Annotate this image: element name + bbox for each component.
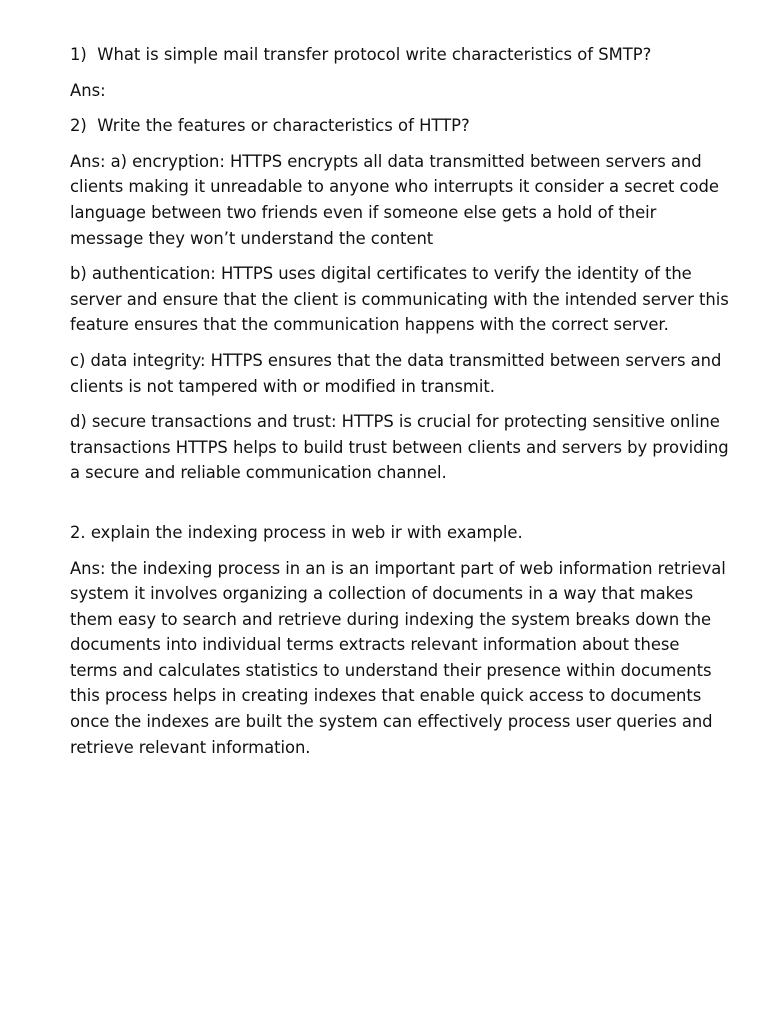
question-3: 2. explain the indexing process in web ir with example. <box>70 522 523 542</box>
answer-3-indexing: Ans: the indexing process in an is an important part of web information retrieval system it involves organizing a collection of documents in a way that makes them easy to search and retrieve during indexing the system breaks down the documents into individual terms extracts relevant information about these terms and calculates statistics to understand their presence within documents this process helps in creating indexes that enable quick access to documents once the indexes are built the system can effectively process user queries and retrieve relevant information. <box>70 558 726 757</box>
answer-2-data-integrity: c) data integrity: HTTPS ensures that the data transmitted between servers and clients is not tampered with or modified in transmit. <box>70 350 722 396</box>
question-1: 1) What is simple mail transfer protocol write characteristics of SMTP? <box>70 45 652 64</box>
answer-2-encryption: Ans: a) encryption: HTTPS encrypts all data transmitted between servers and clients making it unreadable to anyone who interrupts it consider a secret code language between two friends even if someone else gets a hold of their message they won’t understand the content <box>70 151 719 248</box>
answer-2-authentication: b) authentication: HTTPS uses digital certificates to verify the identity of the server and ensure that the client is communicating with the intended server this feature ensures that the communication happens with the correct server. <box>70 264 729 335</box>
answer-1: Ans: <box>70 80 106 100</box>
answer-2-secure-transactions: d) secure transactions and trust: HTTPS is crucial for protecting sensitive online transactions HTTPS helps to build trust between clients and servers by providing a secure and reliable communication channel. <box>70 412 729 483</box>
document-page <box>70 42 730 770</box>
question-2: 2) Write the features or characteristics of HTTP? <box>70 116 470 136</box>
